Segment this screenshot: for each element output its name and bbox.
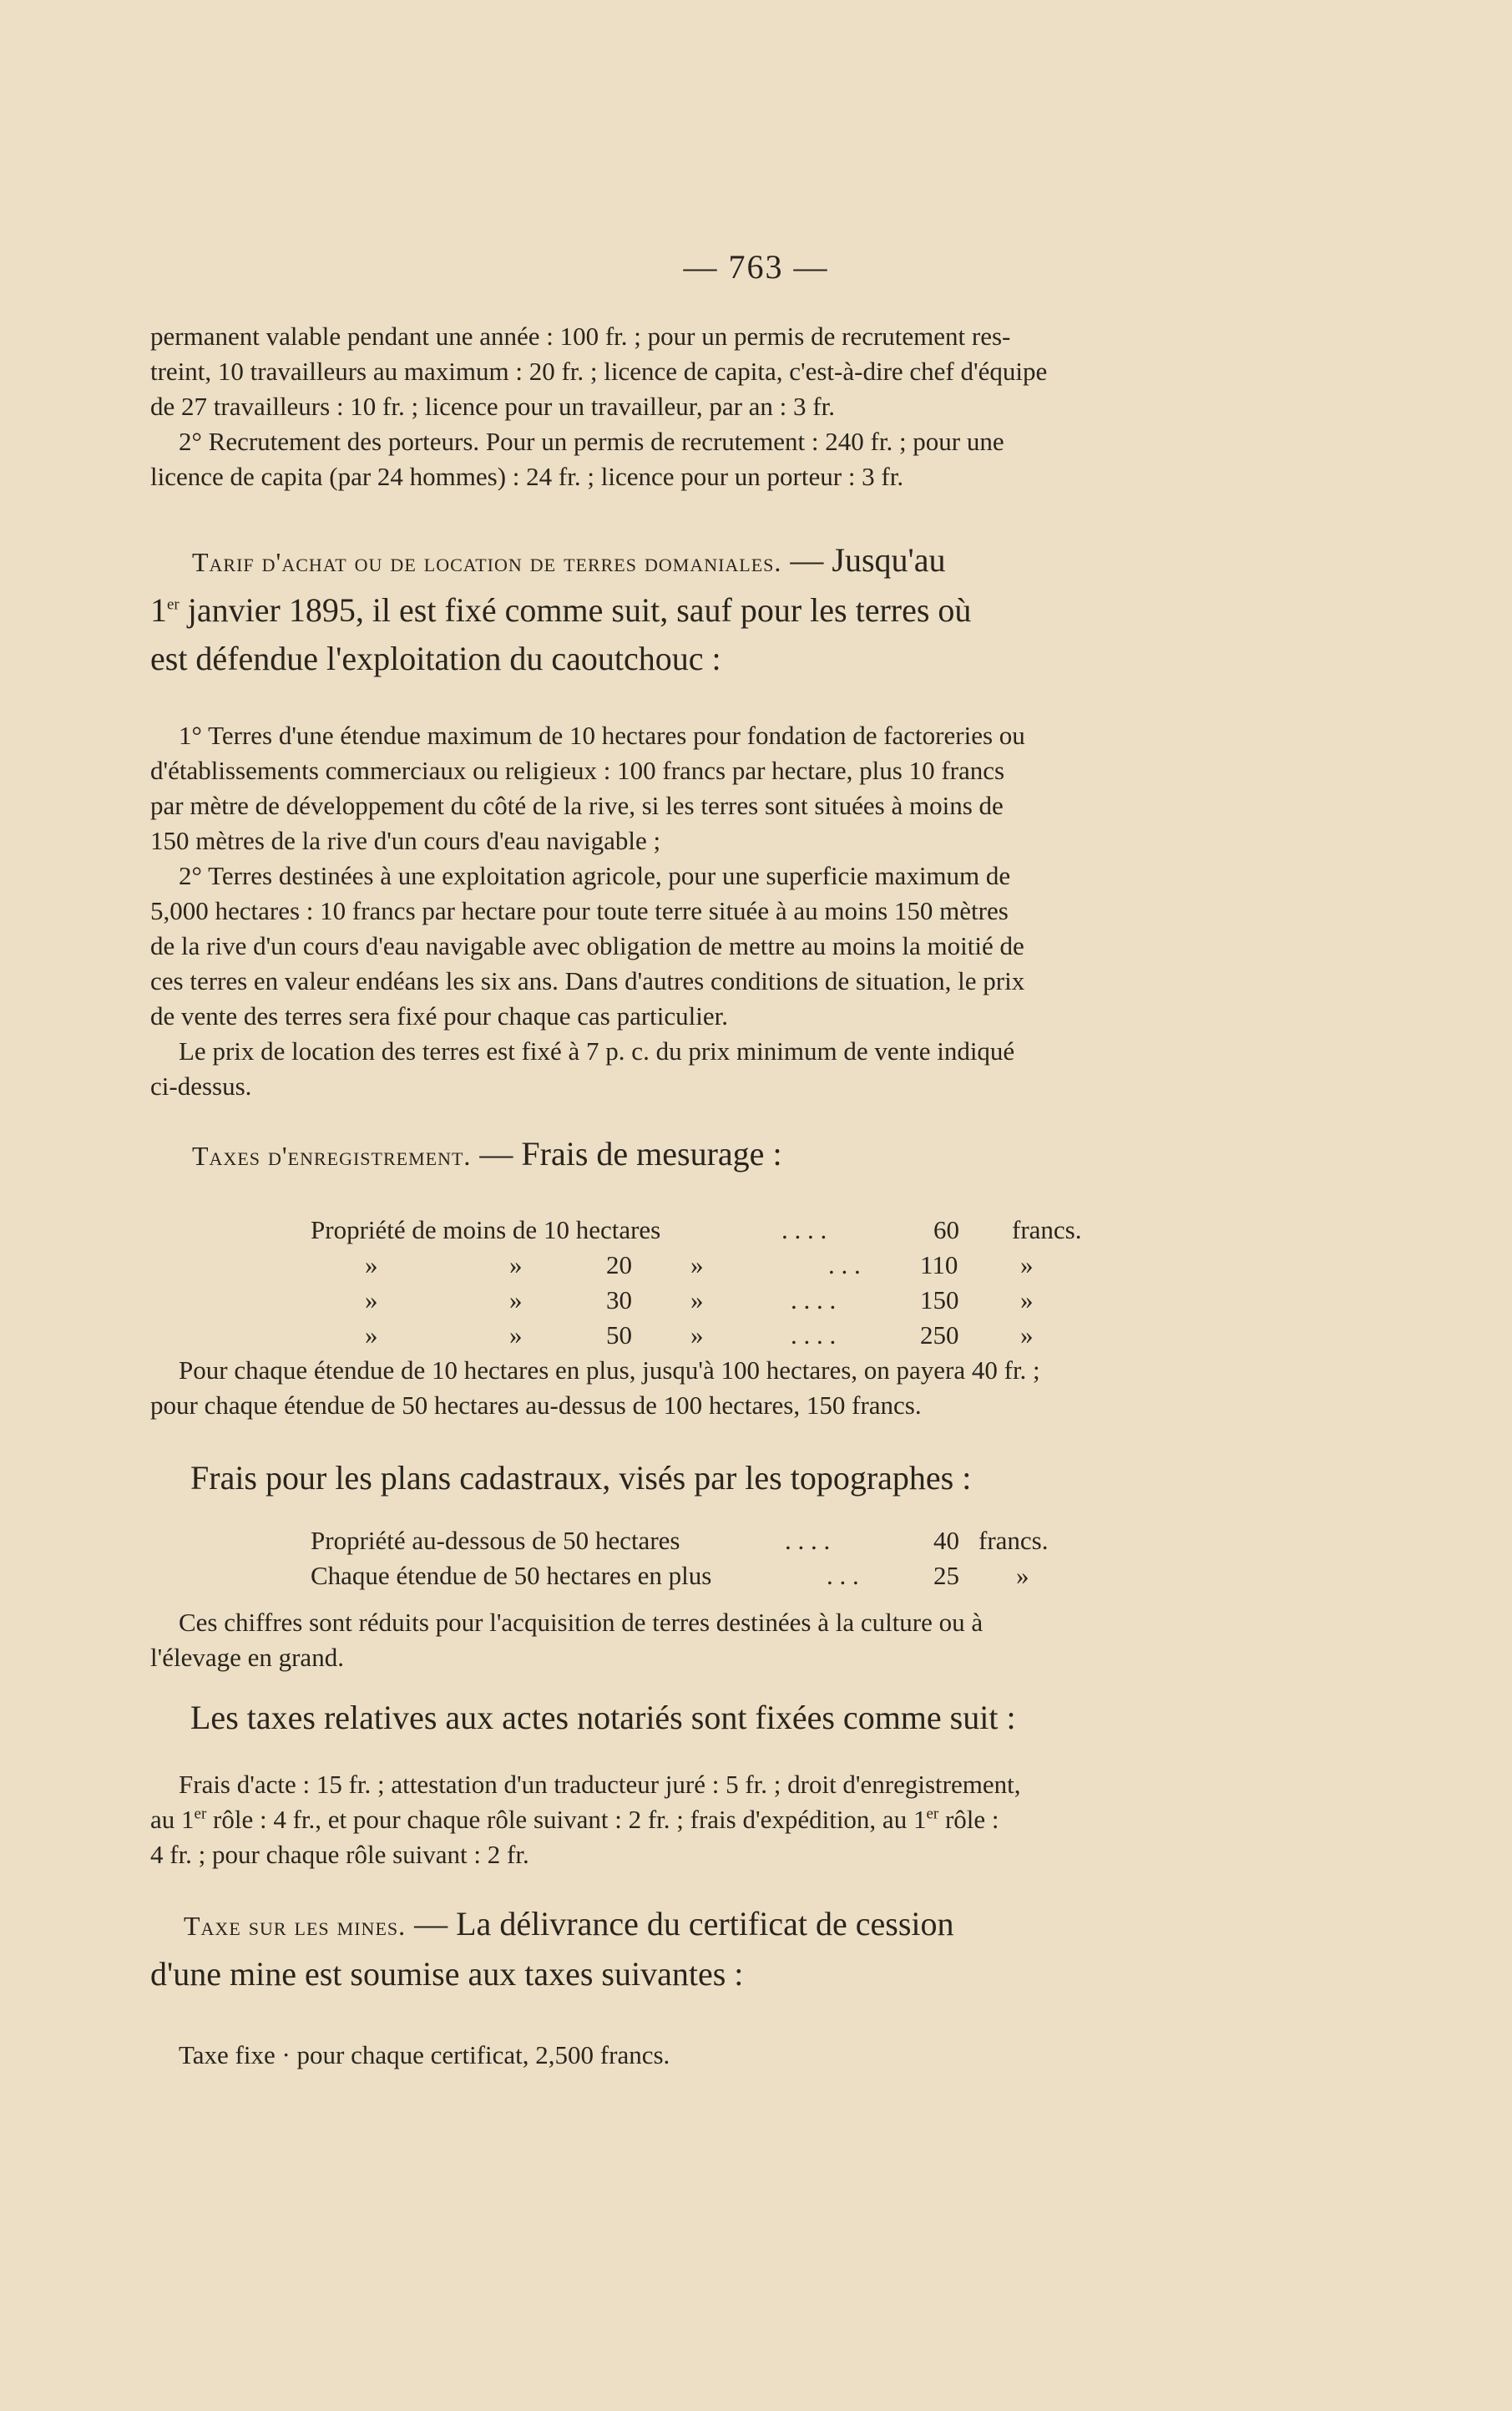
paragraph-mesurage-extra [150, 1353, 1236, 1423]
ditto-mark: » [690, 1320, 704, 1350]
row-value: 110 [920, 1250, 958, 1279]
row-number: 50 [606, 1320, 632, 1350]
text-line: de 27 travailleurs : 10 fr. ; licence pour un travailleur, par an : 3 fr. [150, 392, 835, 421]
row-value: 40 [933, 1526, 959, 1555]
table-row [311, 1523, 1112, 1558]
row-value: 250 [920, 1320, 959, 1350]
section-heading-line [150, 536, 1236, 586]
text-span: Taxe fixe · pour chaque certificat, 2,500 francs. [179, 2040, 670, 2069]
text-line: treint, 10 travailleurs au maximum : 20 fr. ; licence de capita, c'est-à-dire chef d'équipe [150, 357, 1048, 386]
text-span: 2° Recrutement des porteurs. Pour un permis de recrutement : 240 fr. ; pour une [179, 427, 1004, 456]
superscript: er [167, 595, 180, 614]
row-label: Propriété au-dessous de 50 hectares [311, 1526, 680, 1555]
ditto-mark: » [365, 1285, 378, 1314]
superscript: er [926, 1805, 939, 1823]
section-tarif [150, 536, 1236, 683]
row-label: Propriété de moins de 10 hectares [311, 1215, 661, 1244]
text-line: ces terres en valeur endéans les six ans. Dans d'autres conditions de situation, le prix [150, 966, 1025, 995]
text-span: au 1 [150, 1805, 195, 1834]
leader-dots: . . . . [781, 1215, 827, 1244]
section-heading-line [150, 1900, 1236, 1950]
dash: — [471, 1135, 522, 1173]
text-span: Frais d'acte : 15 fr. ; attestation d'un traducteur juré : 5 fr. ; droit d'enregistrement, [179, 1770, 1021, 1799]
row-number: 20 [606, 1250, 632, 1279]
table-row [311, 1283, 1112, 1318]
row-value: 25 [933, 1561, 959, 1590]
dash: — [781, 541, 832, 579]
row-unit: » [1020, 1250, 1034, 1279]
section-plans-cadastraux [150, 1454, 1236, 1502]
table-row [311, 1248, 1112, 1283]
text-line: de vente des terres sera fixé pour chaque cas particulier. [150, 1001, 729, 1031]
text-line: permanent valable pendant une année : 100 fr. ; pour un permis de recrutement res- [150, 322, 1011, 351]
leader-dots: . . . . [785, 1526, 831, 1555]
heading-text: Frais pour les plans cadastraux, visés par les topographes : [190, 1459, 972, 1497]
ditto-mark: » [509, 1320, 523, 1350]
paragraph-recruitment [150, 319, 1236, 494]
ditto-mark: » [509, 1285, 523, 1314]
paragraph-plans-extra [150, 1605, 1236, 1675]
section-heading: Taxes d'enregistrement. [192, 1141, 472, 1171]
heading-text: Jusqu'au [832, 541, 946, 579]
superscript: er [194, 1805, 207, 1823]
ditto-mark: » [365, 1250, 378, 1279]
table-row [311, 1213, 1112, 1248]
text-line: de la rive d'un cours d'eau navigable avec obligation de mettre au moins la moitié de [150, 931, 1024, 960]
text-line [150, 1802, 1236, 1837]
text-span: 1° Terres d'une étendue maximum de 10 hectares pour fondation de factoreries ou [179, 721, 1025, 750]
row-unit: » [1020, 1285, 1034, 1314]
heading-line: est défendue l'exploitation du caoutchouc : [150, 640, 721, 677]
row-value: 150 [920, 1285, 959, 1314]
paragraph-mines-fixed [150, 2038, 1236, 2073]
ditto-mark: » [365, 1320, 378, 1350]
section-mines [150, 1900, 1236, 1998]
text-line: ci-dessus. [150, 1071, 252, 1101]
page-number: — 763 — [683, 248, 829, 286]
row-unit: » [1016, 1561, 1029, 1590]
text-line [150, 1767, 1236, 1802]
text-line: 5,000 hectares : 10 francs par hectare pour toute terre située à au moins 150 mètres [150, 896, 1009, 925]
text-line: par mètre de développement du côté de la rive, si les terres sont situées à moins de [150, 791, 1004, 820]
mesurage-table [311, 1213, 1112, 1353]
paragraph-terres-1 [150, 718, 1236, 1104]
text-line: 4 fr. ; pour chaque rôle suivant : 2 fr. [150, 1840, 529, 1869]
heading-line: d'une mine est soumise aux taxes suivantes : [150, 1955, 744, 1993]
section-title [150, 1454, 1236, 1502]
text-line [150, 2038, 1236, 2073]
section-taxes-enregistrement [150, 1130, 1236, 1180]
section-heading-line [150, 1130, 1236, 1180]
ditto-mark: » [690, 1250, 704, 1279]
text-line: 150 mètres de la rive d'un cours d'eau navigable ; [150, 826, 661, 855]
heading-text: janvier 1895, il est fixé comme suit, sauf pour les terres où [179, 591, 972, 629]
heading-text: 1 [150, 591, 167, 629]
text-span: Pour chaque étendue de 10 hectares en plus, jusqu'à 100 hectares, on payera 40 fr. ; [179, 1355, 1040, 1385]
text-span: rôle : 4 fr., et pour chaque rôle suivant : 2 fr. ; frais d'expédition, au 1 [206, 1805, 927, 1834]
leader-dots: . . . . [791, 1320, 837, 1350]
row-number: 30 [606, 1285, 632, 1314]
section-title [150, 1694, 1236, 1742]
text-line [150, 1353, 1236, 1388]
row-label: Chaque étendue de 50 hectares en plus [311, 1561, 712, 1590]
table-row [311, 1558, 1112, 1593]
text-span: 2° Terres destinées à une exploitation agricole, pour une superficie maximum de [179, 861, 1011, 890]
leader-dots: . . . . [791, 1285, 837, 1314]
section-heading: Taxe sur les mines. [184, 1911, 407, 1941]
text-line [150, 424, 1236, 459]
text-span: Ces chiffres sont réduits pour l'acquisition de terres destinées à la culture ou à [179, 1608, 984, 1637]
heading-text: La délivrance du certificat de cession [456, 1905, 954, 1942]
row-unit: francs. [979, 1526, 1049, 1555]
section-heading: Tarif d'achat ou de location de terres domaniales. [192, 547, 782, 577]
row-unit: francs. [1012, 1215, 1082, 1244]
heading-text: Les taxes relatives aux actes notariés sont fixées comme suit : [190, 1699, 1016, 1736]
dash: — [406, 1905, 457, 1942]
row-unit: » [1020, 1320, 1034, 1350]
leader-dots: . . . [827, 1561, 859, 1590]
heading-line [150, 586, 1236, 635]
ditto-mark: » [509, 1250, 523, 1279]
text-line [150, 1605, 1236, 1640]
plans-table [311, 1523, 1112, 1593]
leader-dots: . . . [828, 1250, 861, 1279]
text-line: pour chaque étendue de 50 hectares au-dessus de 100 hectares, 150 francs. [150, 1390, 922, 1420]
ditto-mark: » [690, 1285, 704, 1314]
text-line [150, 859, 1236, 894]
text-line [150, 718, 1236, 753]
text-span: Le prix de location des terres est fixé à 7 p. c. du prix minimum de vente indiqué [179, 1036, 1015, 1066]
table-row [311, 1318, 1112, 1353]
text-span: rôle : [938, 1805, 999, 1834]
row-value: 60 [933, 1215, 959, 1244]
heading-text: Frais de mesurage : [521, 1135, 782, 1173]
text-line: l'élevage en grand. [150, 1643, 344, 1672]
section-actes-notaries [150, 1694, 1236, 1742]
text-line [150, 1034, 1236, 1069]
text-line: licence de capita (par 24 hommes) : 24 fr. ; licence pour un porteur : 3 fr. [150, 462, 904, 491]
text-line: d'établissements commerciaux ou religieux : 100 francs par hectare, plus 10 francs [150, 756, 1005, 785]
paragraph-notaries [150, 1767, 1236, 1872]
